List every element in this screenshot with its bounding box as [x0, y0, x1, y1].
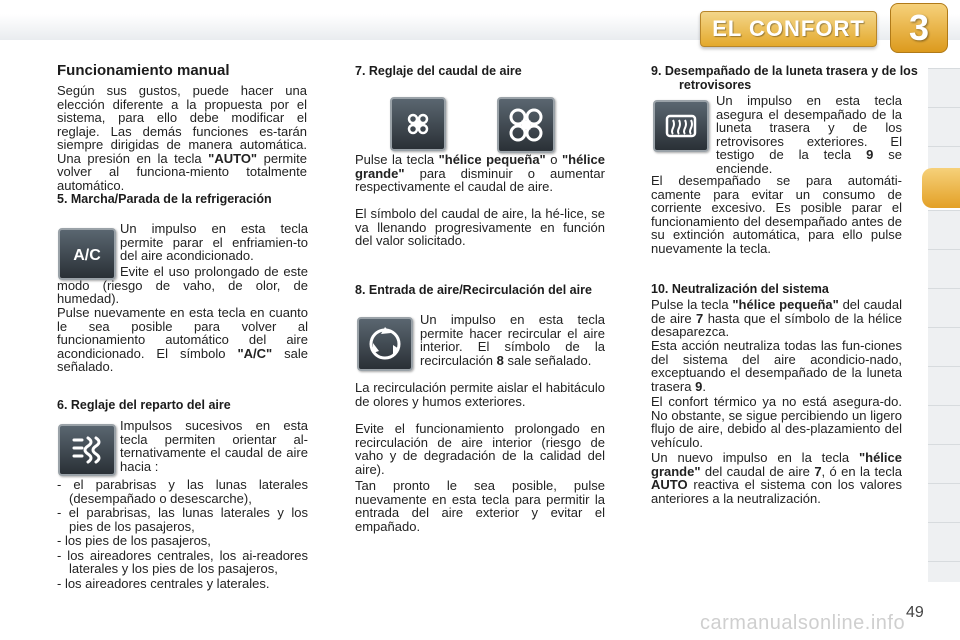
chapter-tab[interactable] [928, 483, 960, 522]
list-item: - el parabrisas y las lunas laterales (desempañado o desescarche), [57, 477, 308, 506]
s5-p2: Evite el uso prolongado de este modo (riesgo de vaho, de olor, de humedad). [57, 264, 308, 306]
chapter-tab[interactable] [928, 405, 960, 444]
s7-p1: Pulse la tecla "hélice pequeña" o "hélice grande" para disminuir o aumentar respectivamente el caudal de aire. [355, 152, 605, 194]
list-item: - los pies de los pasajeros, [57, 533, 211, 548]
s10-p3: El confort térmico ya no está asegura-do. No obstante, se sigue percibiendo un ligero flujo de aire, debido al des-plazamiento del vehículo. [651, 394, 902, 450]
recirculation-icon [357, 317, 413, 371]
chapter-tab[interactable] [928, 366, 960, 405]
s6-p1: Impulsos sucesivos en esta tecla permiten orientar al-ternativamente el caudal de aire hacia : [120, 418, 308, 474]
s8-p3: Evite el funcionamiento prolongado en recirculación de aire interior (riesgo de vaho y de degradación de la calidad del aire). [355, 421, 605, 477]
page-number: 49 [906, 604, 924, 621]
s9-p2: El desempañado se para automáti-camente para evitar un consumo de corriente excesivo. Es posible parar el funcionamiento del desempañado antes de su extinción automática, para ello pulse nuevamente la tecla. [651, 173, 902, 256]
small-fan-icon [390, 97, 446, 151]
chapter-tab[interactable] [928, 522, 960, 561]
heading-7: 7. Reglaje del caudal de aire [355, 64, 522, 78]
chapter-tab[interactable] [928, 288, 960, 327]
chapter-tab[interactable] [928, 327, 960, 366]
list-item: - los aireadores centrales y laterales. [57, 575, 270, 591]
chapter-tab[interactable] [928, 210, 960, 249]
chapter-tab-active[interactable] [922, 168, 960, 208]
s8-p1: Un impulso en esta tecla permite hacer recircular el aire interior. El símbolo de la recirculación 8 sale señalado. [420, 312, 605, 368]
rear-defrost-icon [653, 100, 709, 152]
chapter-title: EL CONFORT [700, 11, 877, 47]
s7-p2: El símbolo del caudal de aire, la hé-lice, se va llenando progresivamente en función del valor solicitado. [355, 206, 605, 248]
heading-6: 6. Reglaje del reparto del aire [57, 398, 231, 412]
s5-p3: Pulse nuevamente en esta tecla en cuanto le sea posible para volver al funcionamiento automático del aire acondicionado. El símbolo "A/C" sale señalado. [57, 305, 308, 374]
heading-5: 5. Marcha/Parada de la refrigeración [57, 192, 272, 206]
chapter-tab[interactable] [928, 68, 960, 107]
s10-p1: Pulse la tecla "hélice pequeña" del caudal de aire 7 hasta que el símbolo de la hélice desaparezca. [651, 297, 902, 339]
chapter-number-badge: 3 [890, 3, 948, 53]
section-title: Funcionamiento manual [57, 62, 230, 79]
intro-paragraph: Según sus gustos, puede hacer una elección diferente a la propuesta por el sistema, para ello debe modificar el reglaje. Las demás funciones es-tarán siempre dirigidas de manera automática. Una presión en la tecla "AUTO" permite volver al funciona-miento totalmente automático. [57, 83, 307, 193]
air-distribution-icon [58, 424, 116, 476]
svg-text:A/C: A/C [73, 247, 101, 264]
list-item: - los aireadores centrales, los ai-readores laterales y los pies de los pasajeros, [57, 547, 308, 576]
s10-p4: Un nuevo impulso en la tecla "hélice grande" del caudal de aire 7, ó en la tecla AUTO reactiva el sistema con los valores anteriores a la neutralización. [651, 450, 902, 506]
heading-8: 8. Entrada de aire/Recirculación del aire [355, 283, 592, 297]
heading-10: 10. Neutralización del sistema [651, 282, 829, 296]
heading-9: 9. Desempañado de la luneta trasera y de los retrovisores [651, 64, 918, 92]
large-fan-icon [497, 97, 555, 153]
chapter-tab[interactable] [928, 561, 960, 582]
watermark: carmanualsonline.info [700, 612, 906, 634]
air-distribution-list [57, 478, 308, 591]
list-item: - el parabrisas, las lunas laterales y los pies de los pasajeros, [57, 505, 308, 534]
s5-p1: Un impulso en esta tecla permite parar el enfriamien-to del aire acondicionado. [120, 221, 308, 263]
chapter-tab[interactable] [928, 249, 960, 288]
s10-p2: Esta acción neutraliza todas las fun-ciones del sistema del aire acondicio-nado, exceptuando el desempañado de la luneta trasera 9. [651, 338, 902, 394]
chapter-tab[interactable] [928, 107, 960, 146]
s8-p4: Tan pronto le sea posible, pulse nuevamente en esta tecla para permitir la entrada del aire exterior y evitar el empañado. [355, 478, 605, 534]
s9-p1: Un impulso en esta tecla asegura el desempañado de la luneta trasera y de los retrovisores exteriores. El testigo de la tecla 9 se enciende. [716, 93, 902, 176]
chapter-tab[interactable] [928, 444, 960, 483]
s8-p2: La recirculación permite aislar el habitáculo de olores y humos exteriores. [355, 380, 605, 409]
page-header [0, 0, 960, 52]
